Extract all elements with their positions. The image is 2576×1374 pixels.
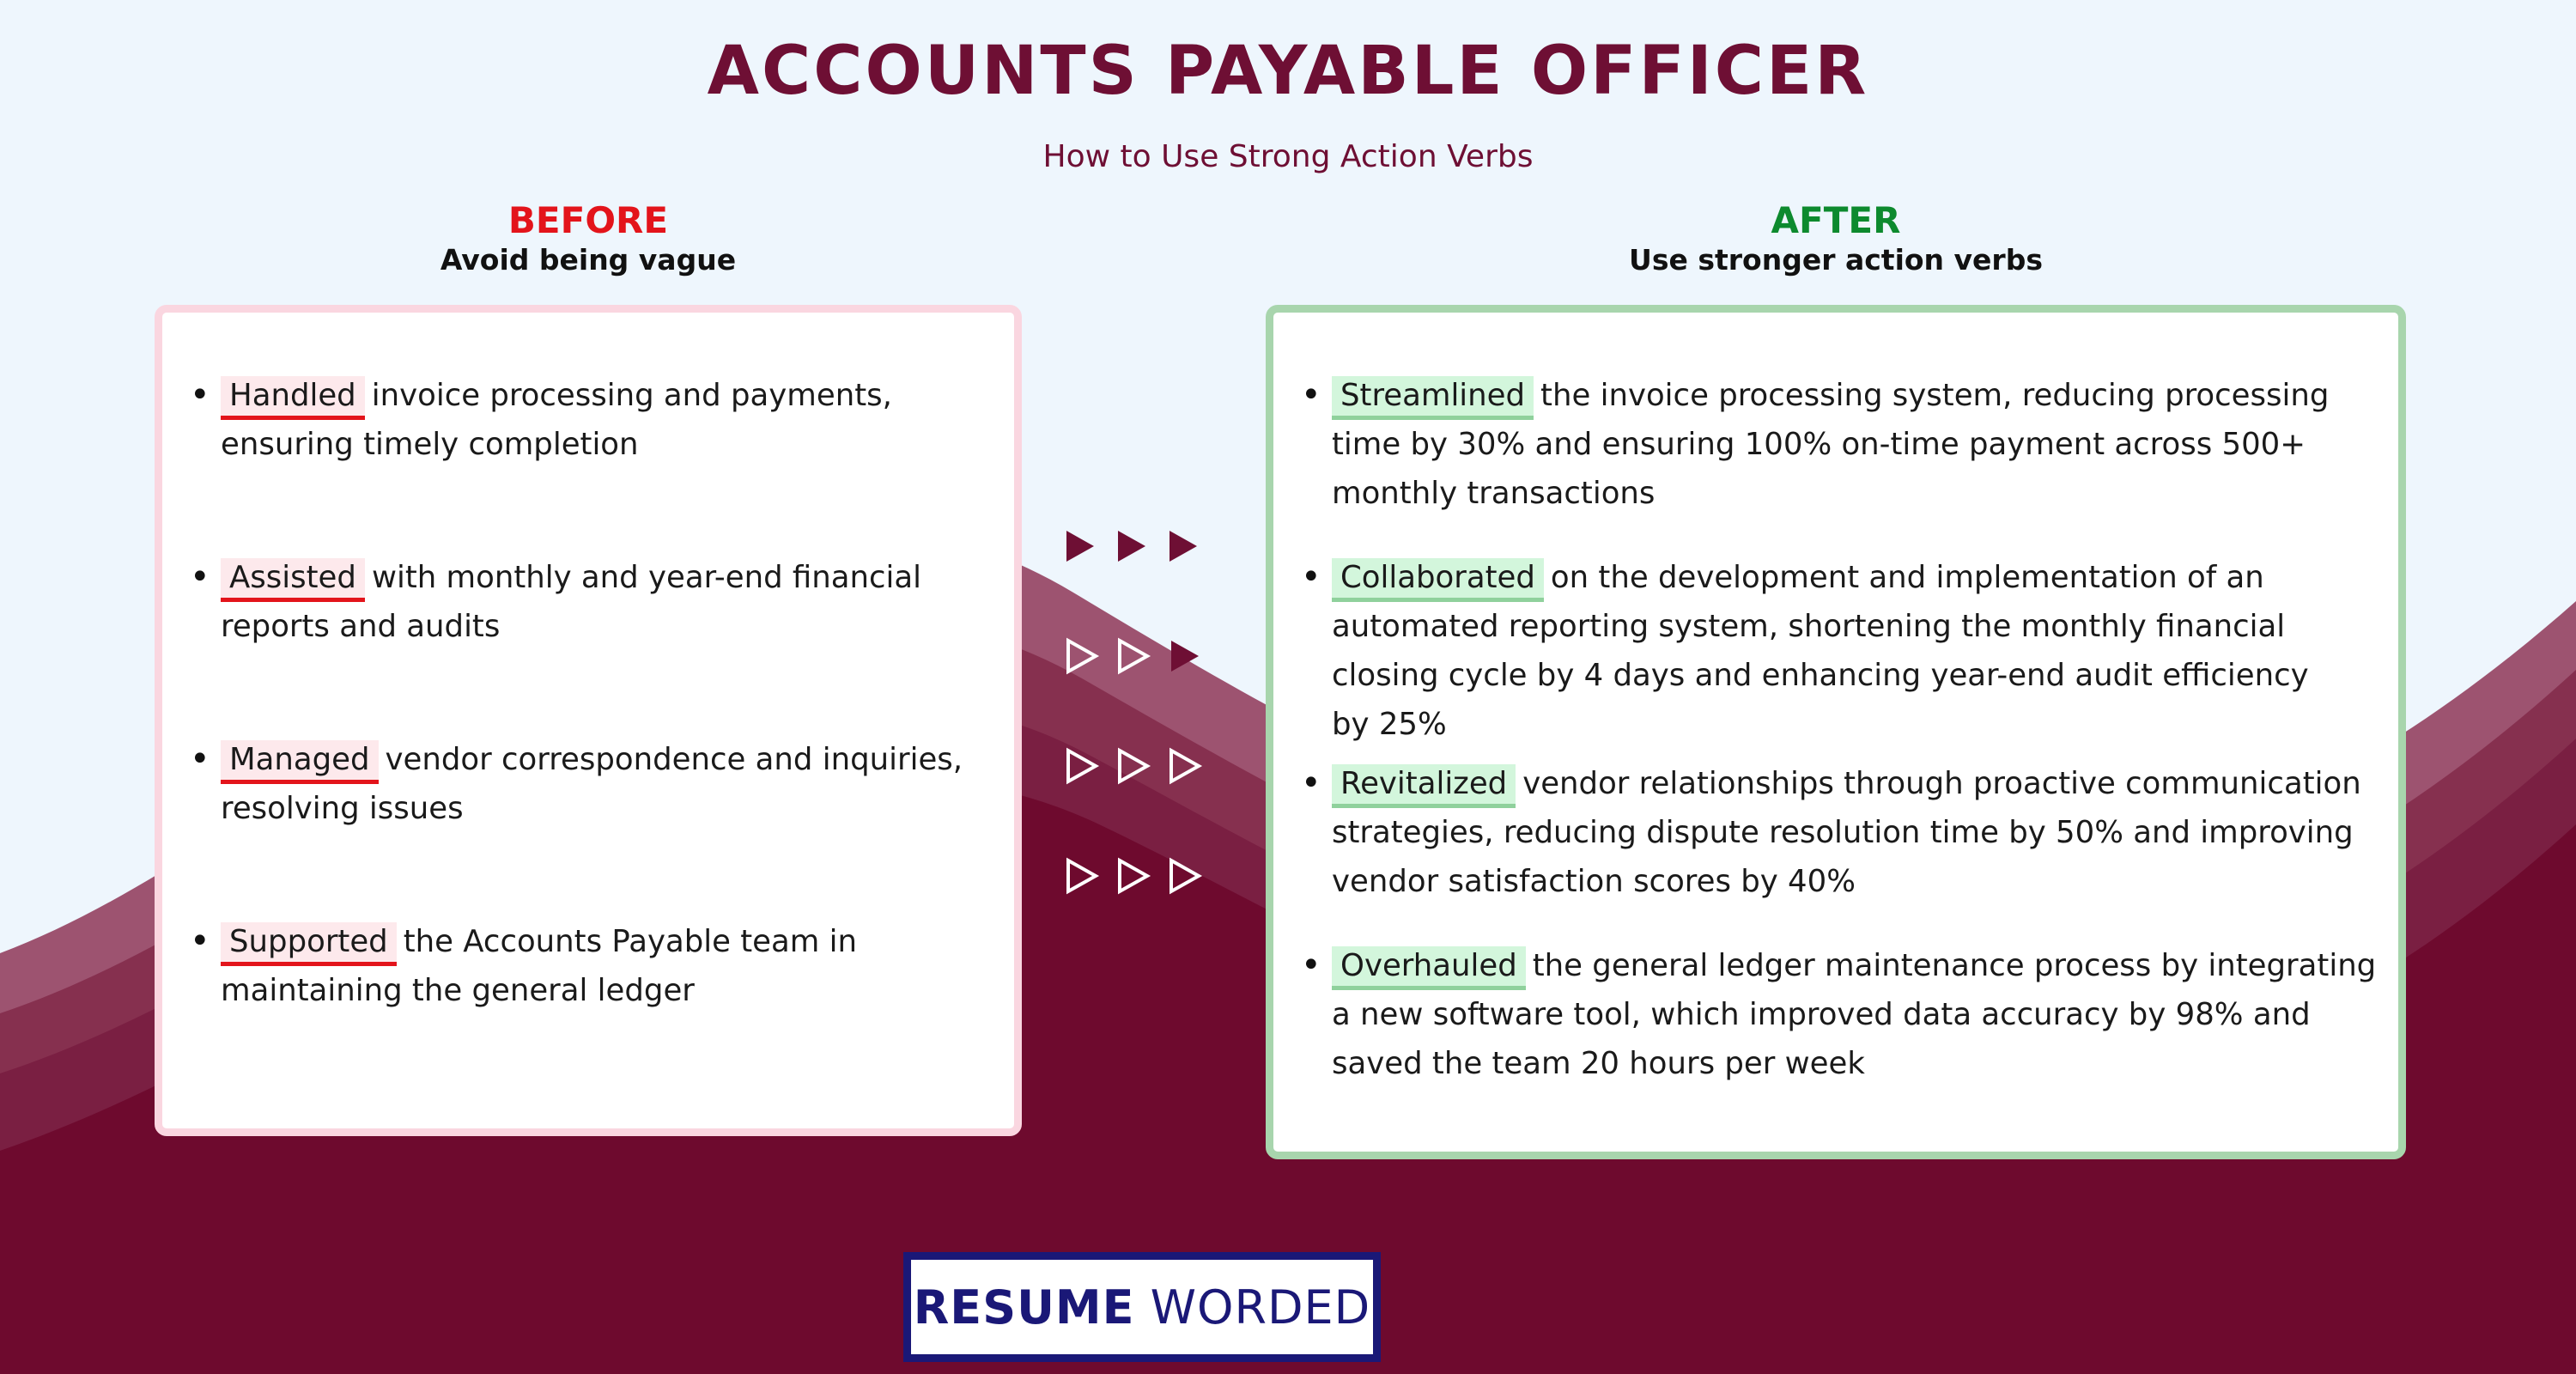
strong-verb: Collaborated — [1332, 558, 1544, 602]
bullet: • — [190, 921, 210, 961]
arrow-outline-icon — [1171, 860, 1199, 891]
arrow-outline-icon — [1171, 751, 1199, 781]
arrow-outline-icon — [1120, 641, 1147, 672]
resume-worded-logo[interactable] — [903, 1252, 1381, 1362]
after-card — [1266, 305, 2406, 1159]
after-sublabel: Use stronger action verbs — [1629, 243, 2043, 277]
item-text: with monthly and year-end financial reports and audits — [221, 560, 921, 644]
item-text: the Accounts Payable team in maintaining the general ledger — [221, 924, 857, 1008]
after-label: AFTER — [1771, 199, 1901, 241]
logo-regular-text: WORDED — [1150, 1280, 1371, 1334]
arrow-outline-icon — [1120, 751, 1147, 781]
weak-verb: Managed — [221, 740, 379, 784]
list-item — [190, 553, 959, 651]
weak-verb: Supported — [221, 922, 397, 966]
logo-bold-text: RESUME — [913, 1280, 1135, 1334]
arrow-outline-icon — [1120, 860, 1147, 891]
item-text: vendor correspondence and inquiries, resolving issues — [221, 742, 963, 826]
weak-verb: Assisted — [221, 558, 365, 602]
bullet: • — [1301, 945, 1321, 985]
arrow-icon — [1118, 531, 1145, 562]
before-label: BEFORE — [507, 199, 669, 241]
arrows-group — [1054, 515, 1226, 910]
bullet: • — [190, 739, 210, 779]
item-text: invoice processing and payments, ensuring timely completion — [221, 378, 892, 462]
strong-verb: Overhauled — [1332, 946, 1526, 990]
before-card — [155, 305, 1022, 1136]
bullet: • — [1301, 557, 1321, 597]
list-item — [1301, 371, 2379, 518]
item-text: the invoice processing system, reducing processing time by 30% and ensuring 100% on-time payment across 500+ monthly transactions — [1332, 378, 2330, 511]
list-item — [190, 735, 976, 833]
page-title: ACCOUNTS PAYABLE OFFICER — [707, 33, 1869, 110]
list-item — [1301, 941, 2388, 1088]
arrow-outline-icon — [1068, 860, 1096, 891]
page-subtitle: How to Use Strong Action Verbs — [1042, 139, 1534, 174]
before-sublabel: Avoid being vague — [440, 243, 737, 277]
arrow-icon — [1171, 641, 1199, 672]
list-item — [190, 917, 959, 1015]
bullet: • — [190, 557, 210, 597]
strong-verb: Streamlined — [1332, 376, 1534, 420]
bullet: • — [190, 375, 210, 415]
list-item — [190, 371, 1011, 469]
arrow-outline-icon — [1068, 641, 1096, 672]
after-heading — [1269, 199, 2403, 278]
bullet: • — [1301, 375, 1321, 415]
weak-verb: Handled — [221, 376, 365, 420]
before-heading — [156, 199, 1020, 278]
list-item — [1301, 759, 2379, 906]
arrow-icon — [1170, 531, 1197, 562]
arrow-outline-icon — [1068, 751, 1096, 781]
strong-verb: Revitalized — [1332, 764, 1516, 808]
item-text: the general ledger maintenance process by integrating a new software tool, which improved data accuracy by 98% and saved the team 20 hours per week — [1332, 948, 2377, 1081]
item-text: on the development and implementation of an automated reporting system, shortening the monthly financial closing cycle by 4 days and enhancing year-end audit efficiency by 25% — [1332, 560, 2309, 742]
bullet: • — [1301, 763, 1321, 803]
arrow-icon — [1066, 531, 1094, 562]
list-item — [1301, 553, 2336, 749]
item-text: vendor relationships through proactive communication strategies, reducing dispute resolution time by 50% and improving vendor satisfaction scores by 40% — [1332, 766, 2361, 899]
